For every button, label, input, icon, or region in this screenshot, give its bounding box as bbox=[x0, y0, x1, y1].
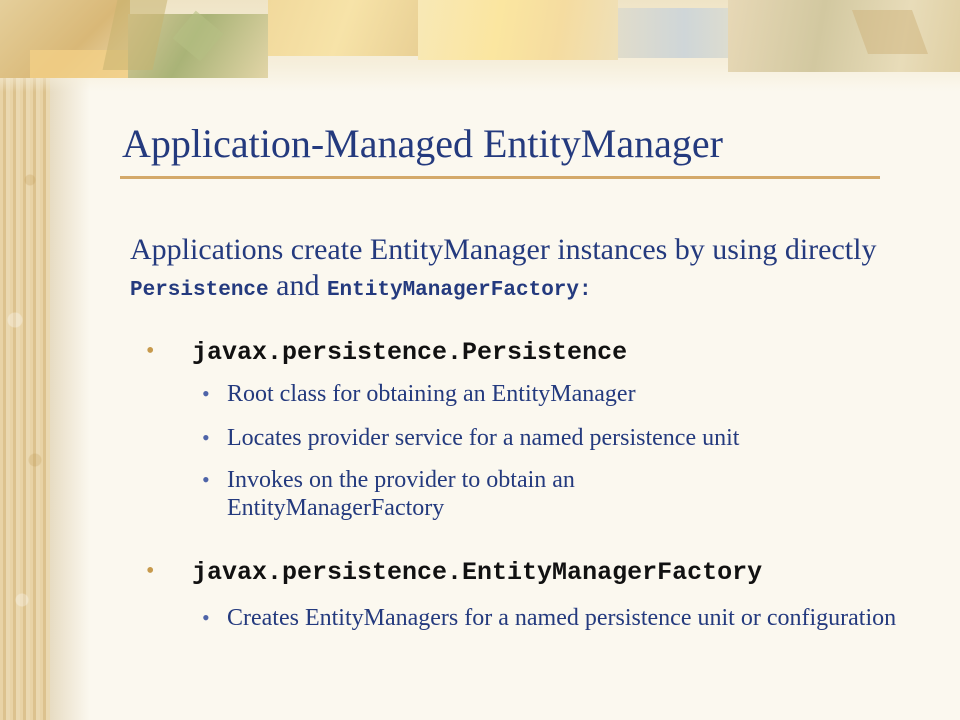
list-item bbox=[202, 604, 912, 632]
banner-tile bbox=[418, 0, 618, 60]
list-item-text: Locates provider service for a named persistence unit bbox=[227, 425, 740, 451]
bullet-icon: • bbox=[202, 467, 210, 492]
bullet-icon: • bbox=[146, 338, 155, 364]
intro-paragraph bbox=[130, 232, 950, 309]
banner-tile bbox=[268, 0, 418, 56]
intro-text-mid: and bbox=[268, 269, 327, 302]
banner-tile bbox=[728, 0, 960, 72]
section-heading-persistence bbox=[146, 338, 628, 368]
section-heading-text: javax.persistence.Persistence bbox=[192, 338, 628, 367]
bullet-icon: • bbox=[202, 381, 210, 406]
bullet-icon: • bbox=[202, 605, 210, 630]
bullet-icon: • bbox=[202, 425, 210, 450]
parchment-side-strip bbox=[0, 0, 50, 720]
bullet-icon: • bbox=[146, 558, 155, 584]
side-strip-fade bbox=[50, 0, 90, 720]
list-item-text: Creates EntityManagers for a named persistence unit or configuration bbox=[227, 605, 897, 631]
decorative-top-banner bbox=[0, 0, 960, 92]
intro-code-factory: EntityManagerFactory: bbox=[326, 279, 592, 302]
list-item bbox=[202, 380, 922, 408]
banner-tile bbox=[618, 8, 728, 58]
intro-text-start: Applications create EntityManager instances by using directly bbox=[130, 233, 877, 266]
list-item-text: Invokes on the provider to obtain an EntityManagerFactory bbox=[227, 467, 575, 521]
list-item bbox=[202, 424, 922, 452]
list-item-text: Root class for obtaining an EntityManager bbox=[227, 381, 636, 407]
list-item bbox=[202, 466, 722, 522]
section-heading-text: javax.persistence.EntityManagerFactory bbox=[192, 558, 763, 587]
intro-code-persistence: Persistence bbox=[130, 279, 269, 302]
slide-title: Application-Managed EntityManager bbox=[122, 121, 723, 166]
title-underline bbox=[120, 176, 880, 179]
section-heading-entity-manager-factory bbox=[146, 558, 763, 588]
